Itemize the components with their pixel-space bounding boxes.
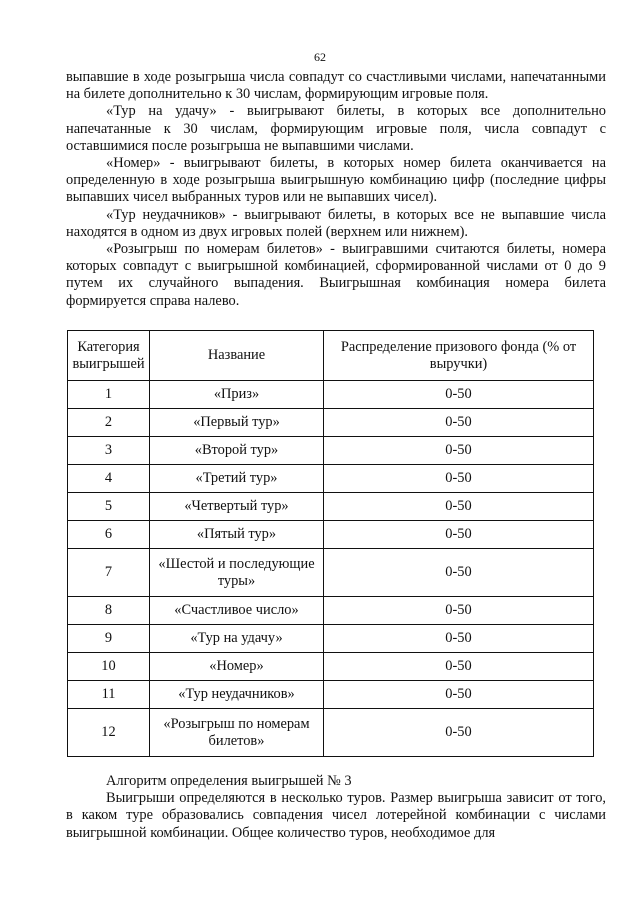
table-header-row (68, 331, 594, 381)
cell-name: «Шестой и последующие туры» (150, 549, 324, 597)
cell-name: «Счастливое число» (150, 597, 324, 625)
cell-distribution: 0-50 (324, 493, 594, 521)
table-row (68, 681, 594, 709)
cell-category: 2 (68, 409, 150, 437)
cell-distribution: 0-50 (324, 521, 594, 549)
cell-distribution: 0-50 (324, 625, 594, 653)
cell-category: 5 (68, 493, 150, 521)
cell-category: 10 (68, 653, 150, 681)
paragraph-nomer: «Номер» - выигрывают билеты, в которых номер билета оканчивается на определенную в ходе розыгрыша выигрышную комбинацию цифр (последние цифры выпавших чисел выбранных туров или не выпавших чисел). (66, 155, 606, 206)
paragraph-rozygrysh-po-nomeram: «Розыгрыш по номерам билетов» - выигравшими считаются билеты, номера которых совпадут с выигрышной комбинацией, сформированной числами от 0 до 9 путем их случайного выпадения. Выигрышная комбинация номера билета формируется справа налево. (66, 241, 606, 309)
table-row (68, 437, 594, 465)
table-row (68, 549, 594, 597)
header-category: Категория выигрышей (68, 331, 150, 381)
table-row (68, 597, 594, 625)
cell-name: «Тур неудачников» (150, 681, 324, 709)
cell-category: 8 (68, 597, 150, 625)
cell-category: 6 (68, 521, 150, 549)
paragraph-tur-na-udachu: «Тур на удачу» - выигрывают билеты, в которых все дополнительно напечатанные к 30 числам, формирующим игровые поля, числа совпадут с оставшимися после розыгрыша не выпавшими числами. (66, 103, 606, 154)
table-row (68, 381, 594, 409)
cell-category: 9 (68, 625, 150, 653)
algorithm-section (66, 773, 606, 842)
table-row (68, 709, 594, 757)
cell-distribution: 0-50 (324, 597, 594, 625)
table-row (68, 653, 594, 681)
cell-category: 4 (68, 465, 150, 493)
cell-distribution: 0-50 (324, 653, 594, 681)
cell-name: «Первый тур» (150, 409, 324, 437)
table-row (68, 625, 594, 653)
table-row (68, 521, 594, 549)
table-row (68, 493, 594, 521)
cell-category: 7 (68, 549, 150, 597)
cell-name: «Приз» (150, 381, 324, 409)
cell-distribution: 0-50 (324, 465, 594, 493)
cell-category: 1 (68, 381, 150, 409)
cell-category: 3 (68, 437, 150, 465)
table-row (68, 409, 594, 437)
paragraph-continuation: выпавшие в ходе розыгрыша числа совпадут со счастливыми числами, напечатанными на билете дополнительно к 30 числам, формирующим игровые поля. (66, 69, 606, 103)
cell-name: «Второй тур» (150, 437, 324, 465)
cell-distribution: 0-50 (324, 709, 594, 757)
paragraph-tur-neudachnikov: «Тур неудачников» - выигрывают билеты, в которых все не выпавшие числа находятся в одном из двух игровых полей (верхнем или нижнем). (66, 206, 606, 240)
cell-distribution: 0-50 (324, 549, 594, 597)
algorithm-heading: Алгоритм определения выигрышей № 3 (106, 773, 352, 789)
cell-name: «Тур на удачу» (150, 625, 324, 653)
algorithm-paragraph: Выигрыши определяются в несколько туров. Размер выигрыша зависит от того, в каком туре образовались совпадения чисел лотерейной комбинации с числами выигрышной комбинации. Общее количество туров, необходимое для (66, 790, 606, 841)
page-number: 62 (314, 50, 326, 64)
cell-distribution: 0-50 (324, 381, 594, 409)
cell-distribution: 0-50 (324, 681, 594, 709)
cell-distribution: 0-50 (324, 437, 594, 465)
cell-category: 11 (68, 681, 150, 709)
cell-name: «Третий тур» (150, 465, 324, 493)
prize-distribution-table (67, 330, 594, 757)
cell-category: 12 (68, 709, 150, 757)
cell-name: «Номер» (150, 653, 324, 681)
table-row (68, 465, 594, 493)
cell-distribution: 0-50 (324, 409, 594, 437)
document-body (66, 69, 606, 310)
header-name: Название (150, 331, 324, 381)
cell-name: «Пятый тур» (150, 521, 324, 549)
cell-name: «Четвертый тур» (150, 493, 324, 521)
cell-name: «Розыгрыш по номерам билетов» (150, 709, 324, 757)
header-distribution: Распределение призового фонда (% от выручки) (324, 331, 594, 381)
